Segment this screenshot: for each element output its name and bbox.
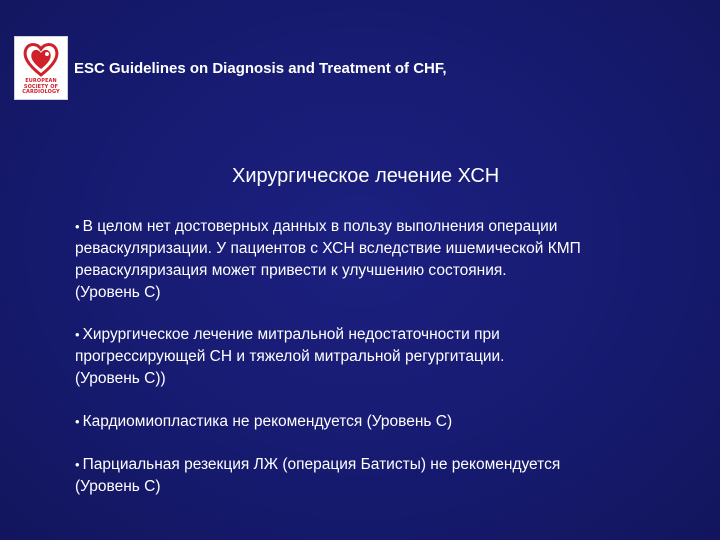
bullet-marker: • [75,327,80,342]
bullet-line: (Уровень С) [75,284,161,301]
bullet-item [75,454,560,498]
bullet-text: В целом нет достоверных данных в пользу выполнения операции [82,218,558,235]
logo-text-line: EUROPEAN [25,78,57,84]
bullet-text: Хирургическое лечение митральной недостаточности при [82,326,500,343]
bullet-item [75,411,452,433]
section-title: Хирургическое лечение ХСН [232,165,500,187]
bullet-line: (Уровень С) [75,478,161,495]
bullet-line: реваскуляризации. У пациентов с ХСН вследствие ишемической КМП [75,240,581,257]
esc-logo [14,36,68,100]
bullet-line: прогрессирующей СН и тяжелой митральной регургитации. [75,348,505,365]
bullet-line [75,411,452,433]
logo-text-line: SOCIETY OF [23,83,59,90]
bullet-item [75,216,581,304]
logo-text [15,79,67,96]
bullet-line [75,454,560,476]
bullet-line: реваскуляризация может привести к улучшению состояния. [75,262,507,279]
bullet-line [75,216,581,238]
bullet-line: (Уровень С)) [75,370,166,387]
heart-logo-icon [21,40,61,78]
bullet-text: Парциальная резекция ЛЖ (операция Батисты) не рекомендуется [82,456,561,473]
bullet-marker: • [75,457,80,472]
bullet-line [75,324,504,346]
header-title: ESC Guidelines on Diagnosis and Treatment of CHF, [74,60,447,77]
bullet-marker: • [75,219,80,234]
bullet-item [75,324,504,390]
bullet-text: Кардиомиопластика не рекомендуется (Уровень С) [82,413,453,430]
logo-text-line: CARDIOLOGY [22,89,60,96]
bullet-marker: • [75,414,80,429]
